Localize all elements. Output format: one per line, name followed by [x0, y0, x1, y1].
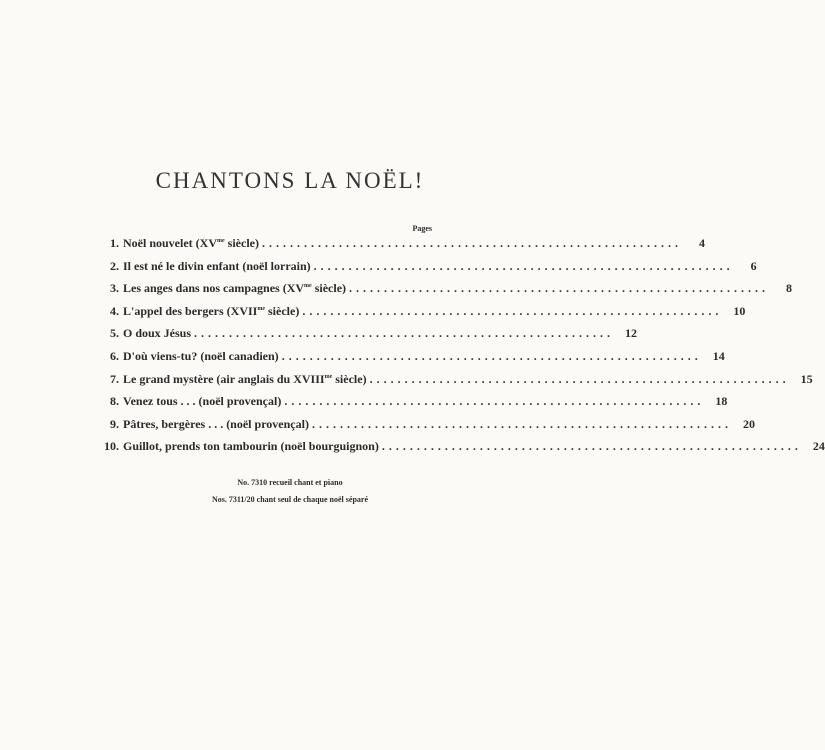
toc-title: Noël nouvelet ($XV^{me}$ siècle): [123, 236, 259, 250]
dot-leader: ............................................................: [313, 258, 734, 273]
toc-title: D'où viens-tu? (noël canadien): [123, 348, 279, 363]
toc-entry: [100, 394, 728, 417]
toc-page-number: 12: [625, 326, 638, 341]
toc-number: 8.: [110, 394, 119, 409]
toc-entry: [100, 258, 757, 282]
dot-leader: ............................................................: [284, 394, 705, 409]
toc-page-number: 8: [786, 281, 793, 296]
pages-column-header: Pages: [412, 224, 432, 233]
dot-leader: ............................................................: [349, 281, 770, 296]
dot-leader: ............................................................: [369, 371, 790, 386]
edition-note-2: Nos. 7311/20 chant seul de chaque noël séparé: [211, 495, 368, 504]
toc-number: 1.: [110, 236, 119, 250]
toc-entry: [100, 236, 705, 259]
toc-number: 6.: [110, 348, 119, 363]
toc-title: Guillot, prends ton tambourin (noël bourguignon): [123, 439, 379, 454]
toc-entry: [100, 439, 825, 462]
dot-leader: ............................................................: [311, 416, 732, 431]
toc-page-number: 10: [733, 303, 746, 318]
toc-page-number: 18: [715, 394, 728, 409]
toc-page-number: 6: [750, 258, 757, 273]
toc-page-number: 14: [712, 348, 725, 363]
toc-number: 7.: [110, 371, 119, 386]
toc-title: Le grand mystère (air anglais du $XVIII^{me}$ siècle): [123, 371, 367, 386]
toc-title: Les anges dans nos campagnes ($XV^{me}$ siècle): [123, 281, 347, 296]
toc-entry: [100, 416, 755, 440]
toc-page-number: 20: [742, 416, 755, 431]
toc-number: 2.: [110, 258, 119, 273]
toc-page-number: 24: [812, 439, 825, 454]
edition-note-1: No. 7310 recueil chant et piano: [237, 478, 343, 487]
dot-leader: ............................................................: [302, 303, 723, 318]
toc-number: 3.: [110, 281, 119, 296]
toc-entry: [100, 348, 725, 372]
dot-leader: ............................................................: [194, 326, 615, 341]
dot-leader: ............................................................: [281, 348, 702, 363]
toc-entry: [100, 326, 638, 349]
toc-title: L'appel des bergers ($XVII^{me}$ siècle): [123, 303, 300, 318]
toc-number: 9.: [110, 416, 119, 431]
toc-entry: [100, 303, 746, 327]
toc-number: 5.: [110, 326, 119, 341]
toc-title: Il est né le divin enfant (noël lorrain): [123, 258, 311, 273]
toc-number: 10.: [104, 439, 119, 454]
dot-leader: ............................................................: [381, 439, 802, 454]
toc-title: Pâtres, bergères . . . (noël provençal): [123, 416, 309, 431]
toc-title: O doux Jésus: [123, 326, 192, 341]
toc-page-number: 4: [698, 236, 705, 250]
toc-entry: [100, 371, 813, 395]
table-of-contents: [100, 236, 825, 462]
toc-page-number: 15: [800, 371, 813, 386]
toc-entry: [100, 281, 793, 304]
dot-leader: ............................................................: [261, 236, 682, 250]
toc-title: Venez tous . . . (noël provençal): [123, 394, 282, 409]
toc-number: 4.: [110, 303, 119, 318]
page-title: CHANTONS LA NOËL!: [155, 168, 425, 193]
